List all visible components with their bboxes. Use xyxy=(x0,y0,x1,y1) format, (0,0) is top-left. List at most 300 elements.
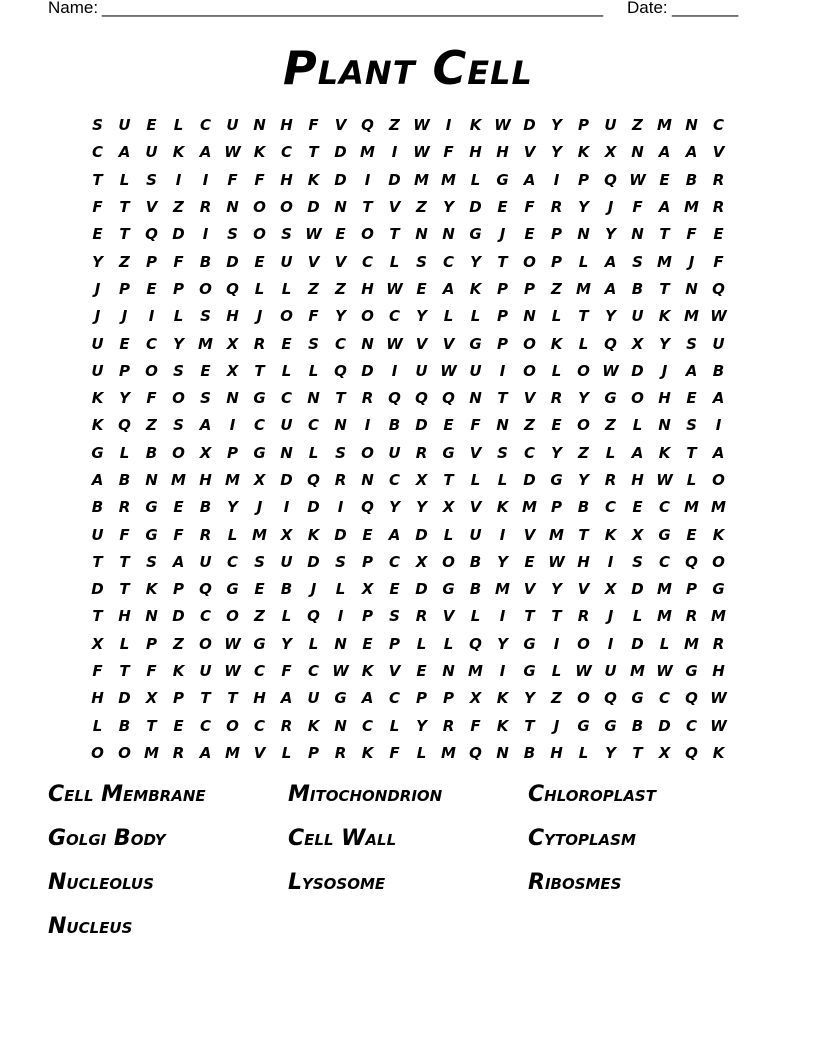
grid-letter[interactable]: G xyxy=(145,498,158,517)
grid-letter[interactable]: G xyxy=(334,689,347,708)
grid-letter[interactable]: W xyxy=(656,662,673,681)
grid-letter[interactable]: R xyxy=(172,743,185,762)
grid-letter[interactable]: K xyxy=(307,170,320,189)
grid-letter[interactable]: F xyxy=(443,143,454,162)
grid-letter[interactable]: K xyxy=(712,743,725,762)
grid-letter[interactable]: Y xyxy=(551,443,562,462)
grid-letter[interactable]: P xyxy=(173,689,184,708)
grid-letter[interactable]: B xyxy=(280,580,293,599)
grid-letter[interactable]: R xyxy=(415,443,428,462)
grid-letter[interactable]: U xyxy=(91,334,104,353)
grid-letter[interactable]: M xyxy=(576,279,591,298)
grid-letter[interactable]: G xyxy=(523,662,536,681)
grid-letter[interactable]: Y xyxy=(335,307,346,326)
grid-letter[interactable]: N xyxy=(145,471,158,489)
grid-letter[interactable]: H xyxy=(577,552,590,571)
grid-letter[interactable]: M xyxy=(684,634,699,653)
grid-letter[interactable]: Y xyxy=(497,634,508,653)
grid-letter[interactable]: A xyxy=(91,471,104,489)
grid-letter[interactable]: P xyxy=(551,252,562,271)
grid-letter[interactable]: O xyxy=(172,443,185,462)
grid-letter[interactable]: I xyxy=(364,170,371,189)
grid-letter[interactable]: H xyxy=(712,662,725,681)
grid-letter[interactable]: O xyxy=(280,307,293,326)
grid-letter[interactable]: Q xyxy=(307,607,320,626)
grid-letter[interactable]: P xyxy=(227,443,238,462)
grid-letter[interactable]: I xyxy=(229,416,236,435)
grid-letter[interactable]: T xyxy=(119,225,130,244)
grid-letter[interactable]: D xyxy=(523,471,536,489)
grid-letter[interactable]: T xyxy=(119,580,130,599)
grid-letter[interactable]: U xyxy=(91,361,104,380)
grid-letter[interactable]: D xyxy=(172,225,185,244)
grid-letter[interactable]: V xyxy=(253,743,266,762)
grid-letter[interactable]: K xyxy=(658,443,671,462)
grid-letter[interactable]: K xyxy=(469,116,482,135)
grid-letter[interactable]: G xyxy=(577,716,590,735)
grid-letter[interactable]: G xyxy=(523,634,536,653)
grid-letter[interactable]: M xyxy=(657,607,672,626)
grid-letter[interactable]: R xyxy=(604,471,617,489)
grid-letter[interactable]: I xyxy=(499,361,506,380)
grid-letter[interactable]: O xyxy=(361,443,374,462)
grid-letter[interactable]: A xyxy=(658,143,671,162)
grid-letter[interactable]: K xyxy=(469,279,482,298)
grid-letter[interactable]: C xyxy=(253,716,265,735)
grid-letter[interactable]: F xyxy=(92,198,103,217)
grid-letter[interactable]: A xyxy=(685,361,698,380)
grid-letter[interactable]: C xyxy=(145,334,157,353)
grid-letter[interactable]: N xyxy=(145,607,158,626)
grid-letter[interactable]: A xyxy=(199,743,212,762)
grid-letter[interactable]: U xyxy=(118,116,131,135)
grid-letter[interactable]: Y xyxy=(443,198,454,217)
grid-letter[interactable]: R xyxy=(334,743,347,762)
grid-letter[interactable]: P xyxy=(389,634,400,653)
grid-letter[interactable]: E xyxy=(200,361,211,380)
grid-letter[interactable]: X xyxy=(658,743,671,762)
grid-letter[interactable]: A xyxy=(199,143,212,162)
grid-letter[interactable]: C xyxy=(334,334,346,353)
grid-letter[interactable]: D xyxy=(226,252,239,271)
grid-letter[interactable]: G xyxy=(658,525,671,544)
grid-letter[interactable]: O xyxy=(361,225,374,244)
grid-letter[interactable]: T xyxy=(92,607,103,626)
grid-letter[interactable]: L xyxy=(281,279,292,298)
grid-letter[interactable]: F xyxy=(173,252,184,271)
grid-letter[interactable]: X xyxy=(415,471,428,489)
grid-letter[interactable]: L xyxy=(578,252,589,271)
grid-letter[interactable]: E xyxy=(254,252,265,271)
grid-letter[interactable]: K xyxy=(550,334,563,353)
grid-letter[interactable]: H xyxy=(226,307,239,326)
grid-letter[interactable]: T xyxy=(686,443,697,462)
grid-letter[interactable]: X xyxy=(280,525,293,544)
grid-letter[interactable]: J xyxy=(94,279,101,298)
grid-letter[interactable]: G xyxy=(442,580,455,599)
grid-letter[interactable]: F xyxy=(308,307,319,326)
grid-letter[interactable]: U xyxy=(307,689,320,708)
grid-letter[interactable]: F xyxy=(524,198,535,217)
grid-letter[interactable]: T xyxy=(632,743,643,762)
grid-letter[interactable]: I xyxy=(553,634,560,653)
grid-letter[interactable]: U xyxy=(280,416,293,435)
grid-letter[interactable]: K xyxy=(658,307,671,326)
grid-letter[interactable]: B xyxy=(631,716,644,735)
grid-letter[interactable]: K xyxy=(361,743,374,762)
grid-letter[interactable]: W xyxy=(413,116,430,135)
grid-letter[interactable]: E xyxy=(524,225,535,244)
grid-letter[interactable]: B xyxy=(91,498,104,517)
grid-letter[interactable]: N xyxy=(631,143,644,162)
grid-letter[interactable]: U xyxy=(604,662,617,681)
grid-letter[interactable]: H xyxy=(199,471,212,489)
grid-letter[interactable]: Z xyxy=(416,198,427,217)
grid-letter[interactable]: A xyxy=(604,252,617,271)
grid-letter[interactable]: W xyxy=(413,143,430,162)
grid-letter[interactable]: Q xyxy=(118,416,131,435)
grid-letter[interactable]: N xyxy=(361,334,374,353)
grid-letter[interactable]: Q xyxy=(685,689,698,708)
grid-letter[interactable]: N xyxy=(253,116,266,135)
grid-letter[interactable]: F xyxy=(686,225,697,244)
grid-letter[interactable]: V xyxy=(523,143,536,162)
grid-letter[interactable]: Q xyxy=(361,116,374,135)
grid-letter[interactable]: N xyxy=(523,307,536,326)
grid-letter[interactable]: U xyxy=(604,116,617,135)
grid-letter[interactable]: Y xyxy=(416,716,427,735)
grid-letter[interactable]: Y xyxy=(416,498,427,517)
grid-letter[interactable]: M xyxy=(360,143,375,162)
grid-letter[interactable]: I xyxy=(391,361,398,380)
grid-letter[interactable]: X xyxy=(226,334,239,353)
grid-letter[interactable]: Q xyxy=(604,334,617,353)
grid-letter[interactable]: K xyxy=(145,580,158,599)
grid-letter[interactable]: O xyxy=(442,552,455,571)
grid-letter[interactable]: K xyxy=(361,662,374,681)
grid-letter[interactable]: J xyxy=(607,607,614,626)
grid-letter[interactable]: M xyxy=(441,743,456,762)
grid-letter[interactable]: T xyxy=(254,361,265,380)
grid-letter[interactable]: Z xyxy=(632,116,643,135)
grid-letter[interactable]: U xyxy=(226,116,239,135)
grid-letter[interactable]: V xyxy=(577,580,590,599)
grid-letter[interactable]: L xyxy=(308,443,319,462)
grid-letter[interactable]: Q xyxy=(469,743,482,762)
grid-letter[interactable]: V xyxy=(523,525,536,544)
grid-letter[interactable]: R xyxy=(712,634,725,653)
grid-letter[interactable]: N xyxy=(469,389,482,408)
grid-letter[interactable]: I xyxy=(202,225,209,244)
grid-letter[interactable]: Y xyxy=(470,252,481,271)
grid-letter[interactable]: T xyxy=(227,689,238,708)
grid-letter[interactable]: U xyxy=(631,307,644,326)
grid-letter[interactable]: K xyxy=(307,716,320,735)
grid-letter[interactable]: A xyxy=(118,143,131,162)
grid-letter[interactable]: Y xyxy=(92,252,103,271)
grid-letter[interactable]: E xyxy=(497,198,508,217)
grid-letter[interactable]: D xyxy=(415,525,428,544)
grid-letter[interactable]: D xyxy=(334,143,347,162)
grid-letter[interactable]: F xyxy=(92,662,103,681)
grid-letter[interactable]: C xyxy=(307,416,319,435)
grid-letter[interactable]: C xyxy=(199,716,211,735)
grid-letter[interactable]: E xyxy=(524,552,535,571)
grid-letter[interactable]: N xyxy=(334,198,347,217)
grid-letter[interactable]: B xyxy=(145,443,158,462)
grid-letter[interactable]: E xyxy=(362,634,373,653)
grid-letter[interactable]: K xyxy=(496,716,509,735)
grid-letter[interactable]: I xyxy=(553,170,560,189)
grid-letter[interactable]: F xyxy=(119,525,130,544)
grid-letter[interactable]: R xyxy=(415,607,428,626)
name-field[interactable]: _____________________________________________________ xyxy=(102,0,604,17)
grid-letter[interactable]: T xyxy=(659,279,670,298)
grid-letter[interactable]: L xyxy=(605,443,616,462)
grid-letter[interactable]: Z xyxy=(119,252,130,271)
grid-letter[interactable]: R xyxy=(253,334,266,353)
grid-letter[interactable]: P xyxy=(686,580,697,599)
grid-letter[interactable]: L xyxy=(173,307,184,326)
grid-letter[interactable]: P xyxy=(497,307,508,326)
grid-letter[interactable]: C xyxy=(226,552,238,571)
grid-letter[interactable]: Q xyxy=(334,361,347,380)
grid-letter[interactable]: W xyxy=(656,471,673,489)
grid-letter[interactable]: L xyxy=(416,634,427,653)
grid-letter[interactable]: N xyxy=(496,416,509,435)
grid-letter[interactable]: K xyxy=(712,525,725,544)
grid-letter[interactable]: Y xyxy=(578,198,589,217)
grid-letter[interactable]: M xyxy=(657,580,672,599)
grid-letter[interactable]: J xyxy=(553,716,560,735)
grid-letter[interactable]: C xyxy=(712,116,724,135)
grid-letter[interactable]: G xyxy=(145,525,158,544)
grid-letter[interactable]: E xyxy=(173,498,184,517)
grid-letter[interactable]: Z xyxy=(551,279,562,298)
grid-letter[interactable]: C xyxy=(253,662,265,681)
grid-letter[interactable]: U xyxy=(145,143,158,162)
grid-letter[interactable]: O xyxy=(523,334,536,353)
grid-letter[interactable]: T xyxy=(200,689,211,708)
grid-letter[interactable]: H xyxy=(361,279,374,298)
grid-letter[interactable]: Q xyxy=(199,580,212,599)
grid-letter[interactable]: F xyxy=(227,170,238,189)
grid-letter[interactable]: X xyxy=(415,552,428,571)
grid-letter[interactable]: L xyxy=(119,443,130,462)
grid-letter[interactable]: A xyxy=(361,689,374,708)
grid-letter[interactable]: L xyxy=(389,252,400,271)
grid-letter[interactable]: Z xyxy=(254,607,265,626)
grid-letter[interactable]: B xyxy=(469,580,482,599)
grid-letter[interactable]: D xyxy=(631,634,644,653)
grid-letter[interactable]: N xyxy=(685,116,698,135)
grid-letter[interactable]: N xyxy=(334,716,347,735)
grid-letter[interactable]: F xyxy=(389,743,400,762)
grid-letter[interactable]: T xyxy=(497,389,508,408)
grid-letter[interactable]: U xyxy=(415,361,428,380)
grid-letter[interactable]: V xyxy=(523,389,536,408)
grid-letter[interactable]: Y xyxy=(659,334,670,353)
grid-letter[interactable]: B xyxy=(388,416,401,435)
grid-letter[interactable]: X xyxy=(145,689,158,708)
grid-letter[interactable]: R xyxy=(550,198,563,217)
grid-letter[interactable]: B xyxy=(577,498,590,517)
grid-letter[interactable]: L xyxy=(578,334,589,353)
grid-letter[interactable]: F xyxy=(308,116,319,135)
grid-letter[interactable]: E xyxy=(92,225,103,244)
grid-letter[interactable]: I xyxy=(499,607,506,626)
grid-letter[interactable]: C xyxy=(307,662,319,681)
grid-letter[interactable]: U xyxy=(199,552,212,571)
grid-letter[interactable]: P xyxy=(119,279,130,298)
grid-letter[interactable]: O xyxy=(361,307,374,326)
grid-letter[interactable]: Y xyxy=(416,307,427,326)
grid-letter[interactable]: E xyxy=(551,416,562,435)
grid-letter[interactable]: V xyxy=(523,580,536,599)
grid-letter[interactable]: A xyxy=(712,389,725,408)
grid-letter[interactable]: Q xyxy=(442,389,455,408)
grid-letter[interactable]: R xyxy=(442,716,455,735)
grid-letter[interactable]: C xyxy=(280,389,292,408)
grid-letter[interactable]: R xyxy=(685,607,698,626)
grid-letter[interactable]: L xyxy=(281,607,292,626)
grid-letter[interactable]: P xyxy=(497,279,508,298)
grid-letter[interactable]: O xyxy=(280,198,293,217)
grid-letter[interactable]: Y xyxy=(281,634,292,653)
grid-letter[interactable]: B xyxy=(118,471,131,489)
grid-letter[interactable]: L xyxy=(119,170,130,189)
grid-letter[interactable]: I xyxy=(715,416,722,435)
grid-letter[interactable]: W xyxy=(224,634,241,653)
grid-letter[interactable]: N xyxy=(631,225,644,244)
grid-letter[interactable]: T xyxy=(335,389,346,408)
grid-letter[interactable]: V xyxy=(307,252,320,271)
grid-letter[interactable]: D xyxy=(307,498,320,517)
grid-letter[interactable]: T xyxy=(659,225,670,244)
grid-letter[interactable]: L xyxy=(308,634,319,653)
grid-letter[interactable]: C xyxy=(685,716,697,735)
grid-letter[interactable]: N xyxy=(307,389,320,408)
grid-letter[interactable]: X xyxy=(631,525,644,544)
grid-letter[interactable]: W xyxy=(710,689,727,708)
grid-letter[interactable]: M xyxy=(657,252,672,271)
grid-letter[interactable]: L xyxy=(335,580,346,599)
grid-letter[interactable]: E xyxy=(281,334,292,353)
grid-letter[interactable]: V xyxy=(334,116,347,135)
grid-letter[interactable]: L xyxy=(443,525,454,544)
grid-letter[interactable]: Q xyxy=(685,552,698,571)
grid-letter[interactable]: H xyxy=(280,116,293,135)
grid-letter[interactable]: Y xyxy=(551,116,562,135)
grid-letter[interactable]: J xyxy=(607,198,614,217)
grid-letter[interactable]: Z xyxy=(173,198,184,217)
grid-letter[interactable]: O xyxy=(577,416,590,435)
grid-letter[interactable]: S xyxy=(686,416,697,435)
grid-letter[interactable]: R xyxy=(577,607,590,626)
grid-letter[interactable]: O xyxy=(199,279,212,298)
grid-letter[interactable]: H xyxy=(280,170,293,189)
grid-letter[interactable]: G xyxy=(469,225,482,244)
grid-letter[interactable]: Q xyxy=(361,498,374,517)
grid-letter[interactable]: I xyxy=(607,552,614,571)
grid-letter[interactable]: S xyxy=(416,252,427,271)
grid-letter[interactable]: M xyxy=(225,471,240,489)
grid-letter[interactable]: D xyxy=(334,525,347,544)
grid-letter[interactable]: G xyxy=(550,471,563,489)
grid-letter[interactable]: J xyxy=(256,307,263,326)
grid-letter[interactable]: G xyxy=(496,170,509,189)
grid-letter[interactable]: H xyxy=(469,143,482,162)
grid-letter[interactable]: I xyxy=(445,116,452,135)
grid-letter[interactable]: W xyxy=(305,225,322,244)
grid-letter[interactable]: S xyxy=(335,552,346,571)
grid-letter[interactable]: S xyxy=(335,443,346,462)
grid-letter[interactable]: L xyxy=(551,307,562,326)
grid-letter[interactable]: P xyxy=(146,252,157,271)
grid-letter[interactable]: F xyxy=(281,662,292,681)
grid-letter[interactable]: X xyxy=(469,689,482,708)
grid-letter[interactable]: M xyxy=(657,116,672,135)
grid-letter[interactable]: R xyxy=(199,198,212,217)
grid-letter[interactable]: Y xyxy=(119,389,130,408)
grid-letter[interactable]: Q xyxy=(415,389,428,408)
grid-letter[interactable]: B xyxy=(685,170,698,189)
grid-letter[interactable]: L xyxy=(389,716,400,735)
grid-letter[interactable]: I xyxy=(283,498,290,517)
grid-letter[interactable]: H xyxy=(550,743,563,762)
grid-letter[interactable]: I xyxy=(391,143,398,162)
grid-letter[interactable]: J xyxy=(256,498,263,517)
grid-letter[interactable]: L xyxy=(659,634,670,653)
grid-letter[interactable]: Z xyxy=(389,116,400,135)
grid-letter[interactable]: N xyxy=(442,662,455,681)
grid-letter[interactable]: S xyxy=(632,252,643,271)
grid-letter[interactable]: K xyxy=(172,662,185,681)
grid-letter[interactable]: F xyxy=(470,716,481,735)
grid-letter[interactable]: E xyxy=(173,716,184,735)
grid-letter[interactable]: N xyxy=(334,634,347,653)
grid-letter[interactable]: K xyxy=(172,143,185,162)
grid-letter[interactable]: Q xyxy=(226,279,239,298)
grid-letter[interactable]: M xyxy=(495,580,510,599)
grid-letter[interactable]: L xyxy=(254,279,265,298)
grid-letter[interactable]: F xyxy=(173,525,184,544)
grid-letter[interactable]: C xyxy=(388,307,400,326)
grid-letter[interactable]: W xyxy=(386,334,403,353)
grid-letter[interactable]: L xyxy=(281,743,292,762)
grid-letter[interactable]: N xyxy=(442,225,455,244)
grid-letter[interactable]: R xyxy=(280,716,293,735)
grid-letter[interactable]: Y xyxy=(551,580,562,599)
grid-letter[interactable]: R xyxy=(361,389,374,408)
grid-letter[interactable]: C xyxy=(658,498,670,517)
grid-letter[interactable]: P xyxy=(119,361,130,380)
grid-letter[interactable]: Z xyxy=(146,416,157,435)
grid-letter[interactable]: M xyxy=(684,307,699,326)
grid-letter[interactable]: X xyxy=(199,443,212,462)
grid-letter[interactable]: E xyxy=(146,116,157,135)
grid-letter[interactable]: K xyxy=(91,389,104,408)
grid-letter[interactable]: K xyxy=(253,143,266,162)
grid-letter[interactable]: X xyxy=(91,634,104,653)
grid-letter[interactable]: H xyxy=(253,689,266,708)
grid-letter[interactable]: A xyxy=(712,443,725,462)
grid-letter[interactable]: Y xyxy=(389,498,400,517)
grid-letter[interactable]: L xyxy=(281,361,292,380)
grid-letter[interactable]: N xyxy=(496,743,509,762)
grid-letter[interactable]: D xyxy=(118,689,131,708)
grid-letter[interactable]: T xyxy=(524,716,535,735)
